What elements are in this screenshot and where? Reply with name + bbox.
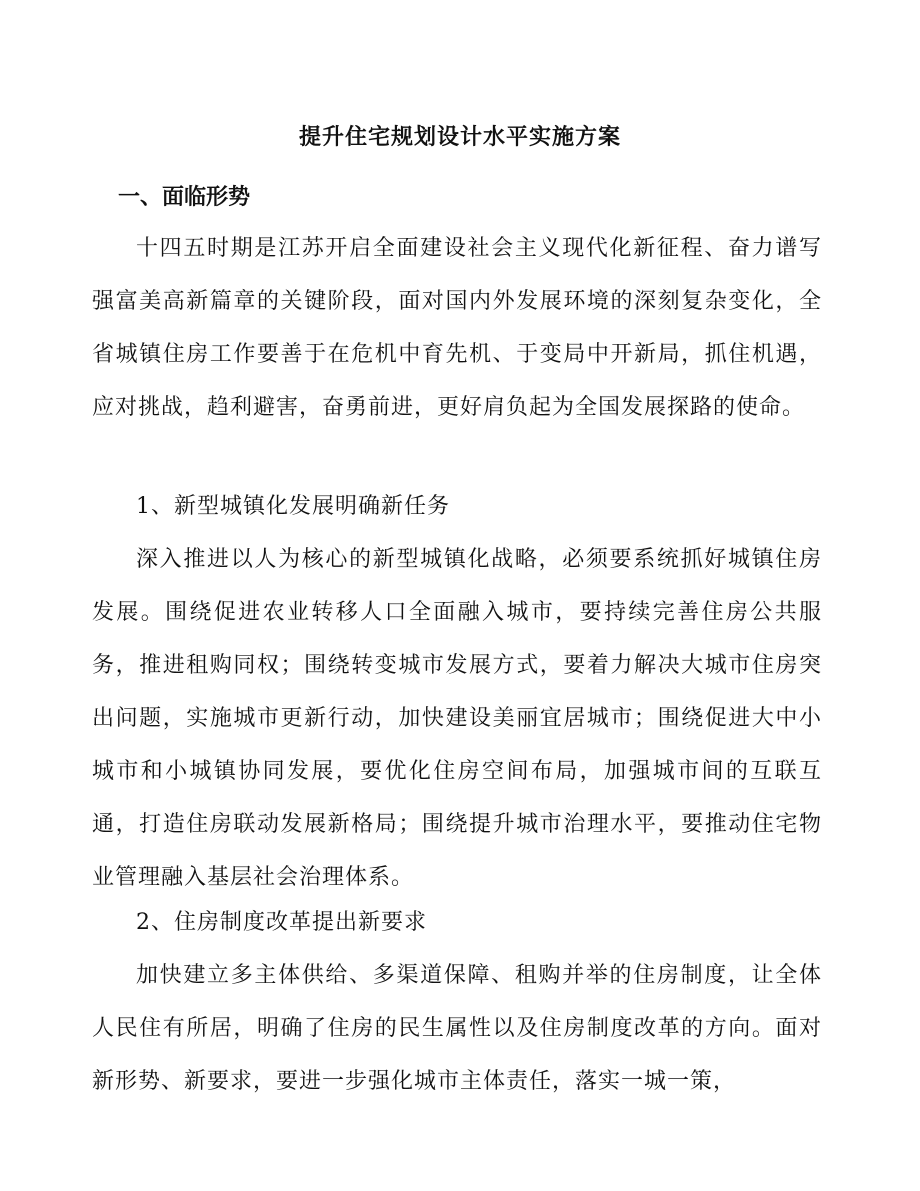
subsection-paragraph-1: 深入推进以人为核心的新型城镇化战略，必须要系统抓好城镇住房发展。围绕促进农业转移人口全面融入城市，要持续完善住房公共服务，推进租购同权；围绕转变城市发展方式，要着力解决大城市住房突出问题，实施城市更新行动，加快建设美丽宜居城市；围绕促进大中小城市和小城镇协同发展，要优化住房空间布局，加强城市间的互联互通，打造住房联动发展新格局；围绕提升城市治理水平，要推动住宅物业管理融入基层社会治理体系。 bbox=[92, 547, 822, 890]
subsection-heading-2: 2、住房制度改革提出新要求 bbox=[136, 910, 427, 935]
section-heading: 一、面临形势 bbox=[118, 185, 251, 210]
subsection-paragraph-2: 加快建立多主体供给、多渠道保障、租购并举的住房制度，让全体人民住有所居，明确了住房的民生属性以及住房制度改革的方向。面对新形势、新要求，要进一步强化城市主体责任，落实一城一策， bbox=[92, 963, 822, 1094]
document-title: 提升住宅规划设计水平实施方案 bbox=[298, 125, 621, 150]
intro-paragraph: 十四五时期是江苏开启全面建设社会主义现代化新征程、奋力谱写强富美高新篇章的关键阶段，面对国内外发展环境的深刻复杂变化，全省城镇住房工作要善于在危机中育先机、于变局中开新局，抓住机遇，应对挑战，趋利避害，奋勇前进，更好肩负起为全国发展探路的使命。 bbox=[92, 236, 822, 420]
subsection-heading-1: 1、新型城镇化发展明确新任务 bbox=[136, 494, 450, 519]
